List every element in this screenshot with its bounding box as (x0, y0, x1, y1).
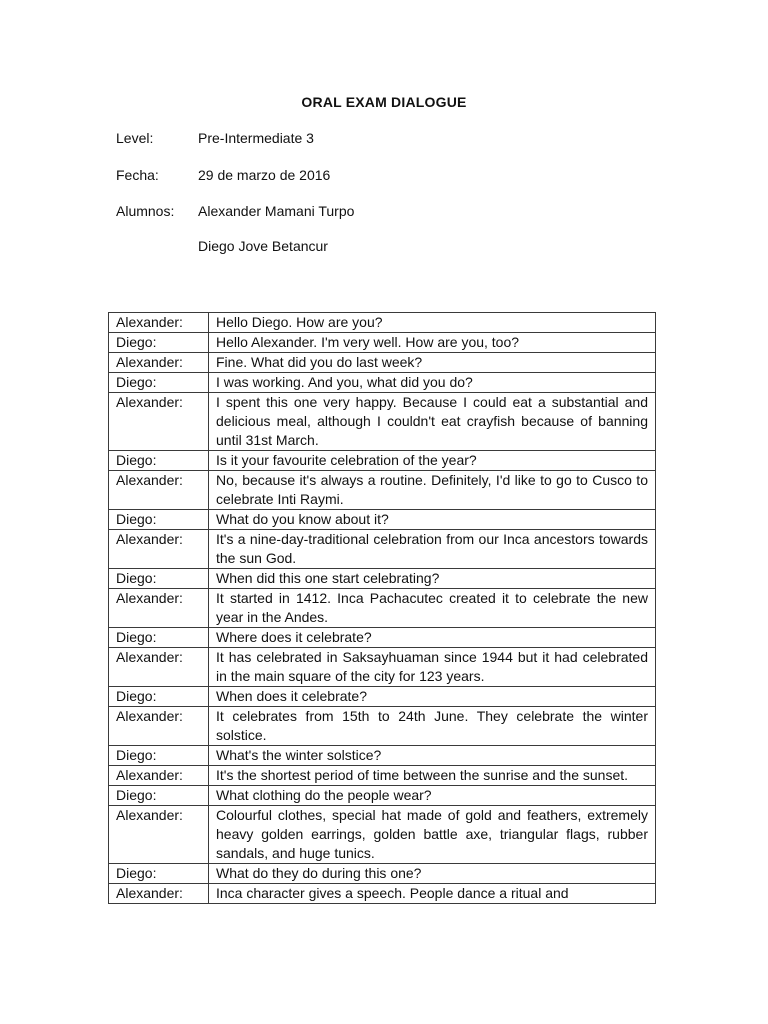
line-cell: It celebrates from 15th to 24th June. They celebrate the winter solstice. (209, 707, 656, 746)
line-cell: I spent this one very happy. Because I could eat a substantial and delicious meal, although I couldn't eat crayfish because of banning until 31st March. (209, 393, 656, 451)
line-cell: It has celebrated in Saksayhuaman since 1944 but it had celebrated in the main square of the city for 123 years. (209, 648, 656, 687)
line-cell: It's a nine-day-traditional celebration from our Inca ancestors towards the sun God. (209, 530, 656, 569)
line-cell: What's the winter solstice? (209, 746, 656, 766)
line-cell: Is it your favourite celebration of the year? (209, 451, 656, 471)
dialogue-row (109, 530, 656, 569)
speaker-cell: Alexander: (109, 806, 209, 864)
dialogue-row (109, 864, 656, 884)
speaker-cell: Alexander: (109, 707, 209, 746)
dialogue-row (109, 687, 656, 707)
line-cell: It started in 1412. Inca Pachacutec created it to celebrate the new year in the Andes. (209, 589, 656, 628)
speaker-cell: Diego: (109, 569, 209, 589)
speaker-cell: Alexander: (109, 589, 209, 628)
document-title: ORAL EXAM DIALOGUE (301, 94, 467, 110)
meta-level-label: Level: (116, 130, 154, 146)
dialogue-row (109, 510, 656, 530)
line-cell: Hello Diego. How are you? (209, 313, 656, 333)
meta-date-value: 29 de marzo de 2016 (198, 167, 331, 183)
line-cell: It's the shortest period of time between the sunrise and the sunset. (209, 766, 656, 786)
line-cell: Where does it celebrate? (209, 628, 656, 648)
speaker-cell: Alexander: (109, 353, 209, 373)
dialogue-row (109, 333, 656, 353)
speaker-cell: Diego: (109, 786, 209, 806)
meta-level-value: Pre-Intermediate 3 (198, 130, 314, 146)
speaker-cell: Alexander: (109, 393, 209, 451)
meta-student-1: Alexander Mamani Turpo (198, 203, 355, 219)
line-cell: What do you know about it? (209, 510, 656, 530)
dialogue-row (109, 806, 656, 864)
speaker-cell: Diego: (109, 746, 209, 766)
speaker-cell: Diego: (109, 451, 209, 471)
dialogue-table (108, 312, 656, 904)
dialogue-row (109, 313, 656, 333)
speaker-cell: Diego: (109, 373, 209, 393)
speaker-cell: Alexander: (109, 648, 209, 687)
speaker-cell: Diego: (109, 510, 209, 530)
dialogue-row (109, 589, 656, 628)
speaker-cell: Alexander: (109, 313, 209, 333)
dialogue-row (109, 628, 656, 648)
dialogue-row (109, 786, 656, 806)
speaker-cell: Alexander: (109, 766, 209, 786)
line-cell: Colourful clothes, special hat made of gold and feathers, extremely heavy golden earrings, golden battle axe, triangular flags, rubber sandals, and huge tunics. (209, 806, 656, 864)
speaker-cell: Diego: (109, 333, 209, 353)
speaker-cell: Diego: (109, 687, 209, 707)
line-cell: No, because it's always a routine. Definitely, I'd like to go to Cusco to celebrate Inti Raymi. (209, 471, 656, 510)
dialogue-row (109, 707, 656, 746)
meta-students-row (116, 203, 354, 219)
speaker-cell: Diego: (109, 628, 209, 648)
speaker-cell: Alexander: (109, 471, 209, 510)
speaker-cell: Alexander: (109, 884, 209, 904)
dialogue-row (109, 471, 656, 510)
speaker-cell: Diego: (109, 864, 209, 884)
dialogue-row (109, 648, 656, 687)
line-cell: What do they do during this one? (209, 864, 656, 884)
line-cell: What clothing do the people wear? (209, 786, 656, 806)
dialogue-row (109, 766, 656, 786)
meta-date-label: Fecha: (116, 167, 159, 183)
speaker-cell: Alexander: (109, 530, 209, 569)
line-cell: I was working. And you, what did you do? (209, 373, 656, 393)
dialogue-row (109, 746, 656, 766)
meta-student-2: Diego Jove Betancur (198, 238, 328, 254)
meta-date-row (116, 167, 330, 183)
dialogue-row (109, 393, 656, 451)
meta-level-row (116, 130, 314, 146)
line-cell: Inca character gives a speech. People dance a ritual and (209, 884, 656, 904)
dialogue-row (109, 884, 656, 904)
line-cell: When did this one start celebrating? (209, 569, 656, 589)
line-cell: Fine. What did you do last week? (209, 353, 656, 373)
dialogue-row (109, 451, 656, 471)
meta-students-row-2 (116, 238, 328, 254)
meta-students-label: Alumnos: (116, 203, 175, 219)
dialogue-row (109, 569, 656, 589)
dialogue-row (109, 353, 656, 373)
line-cell: When does it celebrate? (209, 687, 656, 707)
dialogue-row (109, 373, 656, 393)
line-cell: Hello Alexander. I'm very well. How are you, too? (209, 333, 656, 353)
